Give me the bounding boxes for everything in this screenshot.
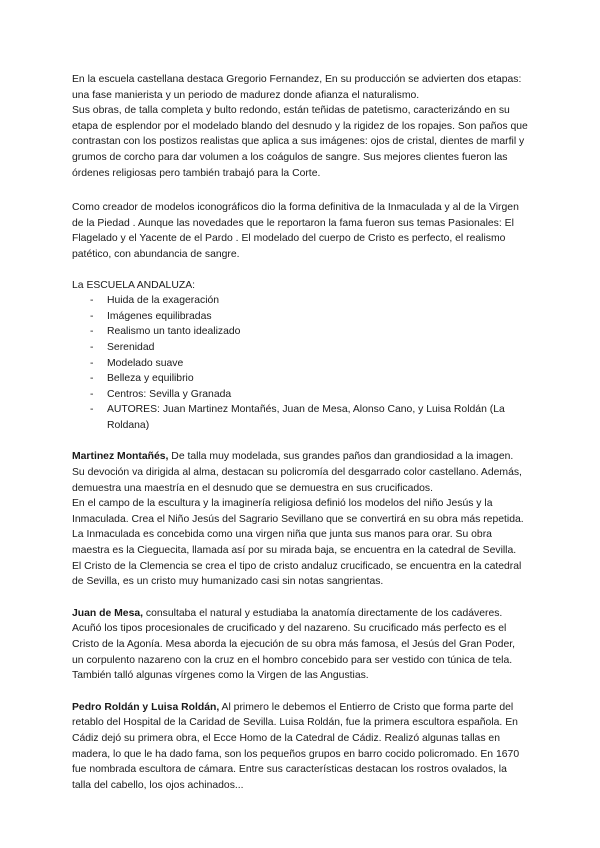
list-item: - Centros: Sevilla y Granada	[90, 387, 528, 403]
list-item: - Imágenes equilibradas	[90, 309, 528, 325]
montanes-text: De talla muy modelada, sus grandes paños dan grandiosidad a la imagen. Su devoción va dirigida al alma, destacan su policromía del desgarrado color castellano. Además, demuestra una maestría en el desnudo que se demuestra en sus crucificados.	[72, 451, 522, 494]
andaluza-heading: La ESCUELA ANDALUZA:	[72, 279, 196, 291]
montanes-paragraph-1	[72, 449, 528, 496]
intro-paragraph-1: En la escuela castellana destaca Gregorio Fernandez, En su producción se advierten dos etapas: una fase manierista y un periodo de madurez donde afianza el naturalismo.	[72, 74, 522, 101]
list-item: - Serenidad	[90, 340, 528, 356]
montanes-paragraph-2: En el campo de la escultura y la imaginería religiosa definió los modelos del niño Jesús y la Inmaculada. Crea el Niño Jesús del Sagrario Sevillano que se convertirá en su obra más repetida. La Inmaculada es concebida como una virgen niña que junta sus manos para orar. Su obra maestra es la Cieguecita, llamada así por su mirada baja, se encuentra en la catedral de Sevilla. El Cristo de la Clemencia se crea el tipo de cristo andaluz crucificado, se encuentra en la catedral de Sevilla, es un cristo muy humanizado casi sin notas sangrientas.	[72, 498, 524, 588]
list-item: - Belleza y equilibrio	[90, 371, 528, 387]
andaluza-list	[72, 293, 528, 433]
list-item: - Huida de la exageración	[90, 293, 528, 309]
roldan-paragraph	[72, 700, 528, 794]
spacer	[72, 433, 528, 449]
list-item: - Modelado suave	[90, 356, 528, 372]
roldan-text: Al primero le debemos el Entierro de Cristo que forma parte del retablo del Hospital de la Caridad de Sevilla. Luisa Roldán, fue la primera escultora española. En Cádiz dejó su primera obra, el Ecce Homo de la Catedral de Cádiz. Realizó algunas tallas en madera, lo que le ha dado fama, son los pequeños grupos en barro cocido policromado. En 1670 fue nombrada escultora de cámara. Entre sus características destacan los rostros ovalados, la talla del cabello, los ojos achinados...	[72, 701, 520, 791]
intro-paragraph-2: Sus obras, de talla completa y bulto redondo, están teñidas de patetismo, caracterizándo en su etapa de esplendor por el modelado blando del desnudo y la rigidez de los ropajes. Son paños que contrastan con los postizos realistas que aplica a sus imágenes: ojos de cristal, dientes de marfil y grumos de corcho para dar volumen a los coágulos de sangre. Sus mejores clientes fueron las órdenes religiosas pero también trabajó para la Corte.	[72, 105, 528, 179]
spacer	[72, 263, 528, 278]
author-name-roldan: Pedro Roldán y Luisa Roldán,	[72, 701, 220, 713]
spacer	[72, 181, 528, 200]
mesa-paragraph	[72, 606, 528, 684]
author-name-mesa: Juan de Mesa,	[72, 607, 144, 619]
spacer	[72, 684, 528, 700]
mesa-text: consultaba el natural y estudiaba la anatomía directamente de los cadáveres. Acuñó los tipos procesionales de crucificado y del nazareno. Su crucificado más perfecto es el Cristo de la Agonía. Mesa aborda la ejecución de su obra más famosa, el Jesús del Gran Poder, un corpulento nazareno con la cruz en el hombro concebido para ser vestido con túnica de tela. También talló algunas vírgenes como la Virgen de las Angustias.	[72, 607, 516, 682]
list-item: - Realismo un tanto idealizado	[90, 324, 528, 340]
author-name-montanes: Martinez Montañés,	[72, 451, 169, 463]
spacer	[72, 590, 528, 606]
intro-paragraph-3: Como creador de modelos iconográficos dio la forma definitiva de la Inmaculada y al de la Virgen de la Piedad . Aunque las novedades que le reportaron la fama fueron sus temas Pasionales: El Flagelado y el Yacente de el Pardo . El modelado del cuerpo de Cristo es perfecto, el realismo patético, con abundancia de sangre.	[72, 202, 519, 260]
list-item: - AUTORES: Juan Martinez Montañés, Juan de Mesa, Alonso Cano, y Luisa Roldán (La Roldana)	[90, 402, 528, 433]
